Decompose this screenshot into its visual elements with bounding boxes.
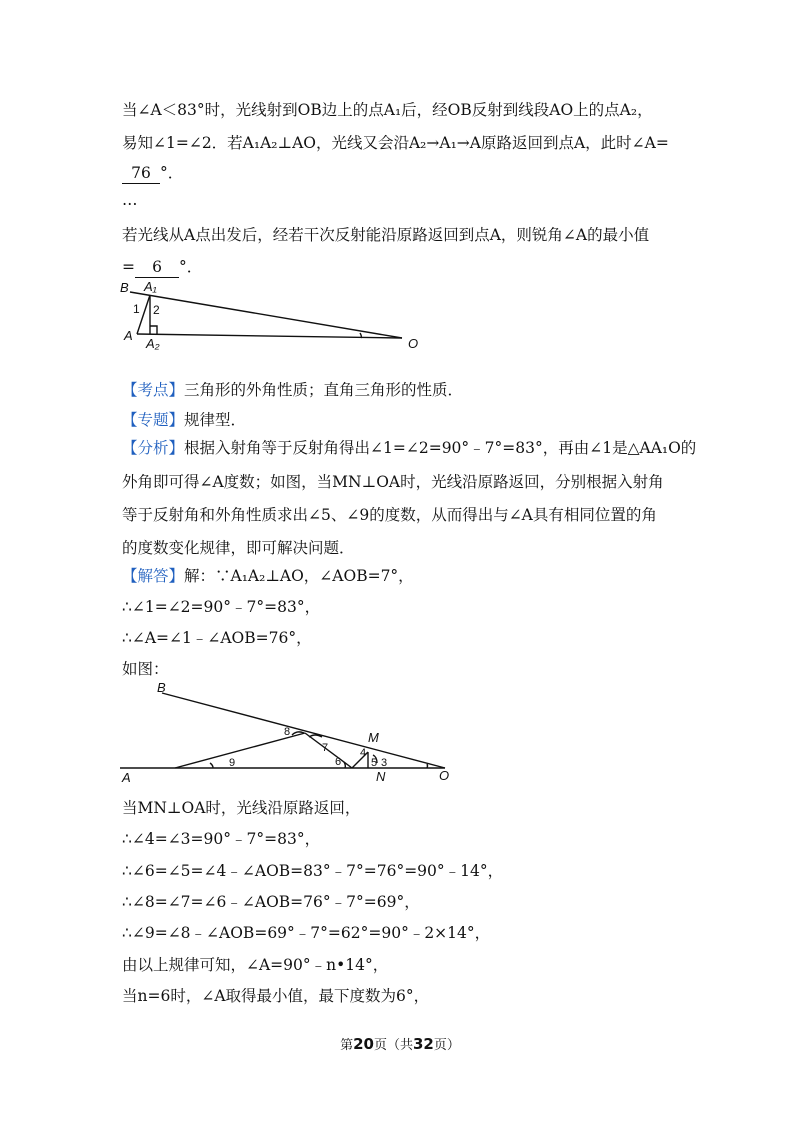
answer-blank-1: 76 <box>122 163 160 184</box>
fig1-label-a2: A₂ <box>146 336 160 351</box>
zhuanti-line <box>122 410 246 430</box>
fig2-path-1 <box>175 733 305 768</box>
fig2-angle9-label: 9 <box>229 757 236 769</box>
jieda-line-4: 如图： <box>122 660 169 678</box>
fig1-label-angle2: 2 <box>153 303 160 317</box>
fig2-label-b: B <box>157 680 166 695</box>
fig1-label-angle1: 1 <box>133 302 140 316</box>
kaodian-tag: 【考点】 <box>122 381 185 399</box>
ray-ao <box>137 334 402 338</box>
fenxi-line-4: 的度数变化规律，即可解决问题． <box>122 539 355 557</box>
footer-middle: 页（共 <box>373 1038 413 1053</box>
figure-2-diagram <box>112 680 462 784</box>
fig2-angle4-label: 4 <box>360 747 367 759</box>
solution-line-1: 当MN⊥OA时，光线沿原路返回， <box>122 799 361 817</box>
fig2-angle8-label: 8 <box>284 726 291 738</box>
fig2-angle7-label: 7 <box>322 742 329 754</box>
fig2-ray-bo <box>162 693 445 768</box>
fig2-angle5-label: 5 <box>371 757 378 769</box>
solution-line-4: ∴∠8=∠7=∠6﹣∠AOB=76°﹣7°=69°， <box>122 893 420 911</box>
problem-line-2: 易知∠1=∠2．若A₁A₂⊥AO，光线又会沿A₂→A₁→A原路返回到点A，此时∠A= <box>122 134 669 152</box>
figure-1-diagram <box>112 278 432 352</box>
jieda-line-1 <box>122 566 414 586</box>
kaodian-line <box>122 380 463 400</box>
fig2-label-n: N <box>376 769 386 784</box>
ellipsis: … <box>122 191 138 209</box>
fenxi-line-3: 等于反射角和外角性质求出∠5、∠9的度数，从而得出与∠A具有相同位置的角 <box>122 506 657 524</box>
fenxi-tag: 【分析】 <box>122 439 185 457</box>
fig2-angle-o-mark <box>427 764 428 768</box>
problem-line-6 <box>122 257 202 278</box>
jieda-line-2: ∴∠1=∠2=90°﹣7°=83°， <box>122 598 321 616</box>
solution-line-7: 当n=6时，∠A取得最小值，最下度数为6°， <box>122 987 430 1005</box>
fig2-label-a: A <box>122 770 131 784</box>
problem-line-3 <box>122 163 183 184</box>
solution-line-6: 由以上规律可知，∠A=90°﹣n•14°， <box>122 956 389 974</box>
footer-suffix: 页） <box>433 1038 460 1053</box>
answer-prefix-2: = <box>122 258 135 276</box>
page-footer <box>0 1034 800 1053</box>
right-angle-mark <box>150 326 157 334</box>
footer-page-number: 20 <box>353 1035 374 1053</box>
problem-line-1: 当∠A＜83°时，光线射到OB边上的点A₁后，经OB反射到线段AO上的点A₂， <box>122 101 653 119</box>
fig1-label-a: A <box>124 328 133 343</box>
answer-blank-2: 6 <box>135 257 179 278</box>
solution-line-5: ∴∠9=∠8﹣∠AOB=69°﹣7°=62°=90°﹣2×14°， <box>122 924 491 942</box>
problem-line-5: 若光线从A点出发后，经若干次反射能沿原路返回到点A，则锐角∠A的最小值 <box>122 226 650 244</box>
answer-suffix-1: °． <box>160 164 184 182</box>
solution-line-3: ∴∠6=∠5=∠4﹣∠AOB=83°﹣7°=76°=90°﹣14°， <box>122 862 504 880</box>
fig1-label-b: B <box>120 280 129 295</box>
fig2-angle3-label: 3 <box>381 757 388 769</box>
zhuanti-text: 规律型． <box>184 411 247 429</box>
fig1-label-o: O <box>408 336 419 351</box>
solution-line-2: ∴∠4=∠3=90°﹣7°=83°， <box>122 830 321 848</box>
kaodian-text: 三角形的外角性质；直角三角形的性质． <box>184 381 464 399</box>
fig1-label-a1: A₁ <box>144 279 157 294</box>
fenxi-text-1: 根据入射角等于反射角得出∠1=∠2=90°﹣7°=83°，再由∠1是△AA₁O的 <box>184 439 697 457</box>
jieda-text-1: 解：∵A₁A₂⊥AO，∠AOB=7°， <box>184 567 414 585</box>
answer-suffix-2: °． <box>179 258 203 276</box>
fig2-angle6-label: 6 <box>335 756 342 768</box>
jieda-line-3: ∴∠A=∠1﹣∠AOB=76°， <box>122 629 312 647</box>
zhuanti-tag: 【专题】 <box>122 411 185 429</box>
fig2-angle6-mark <box>344 762 345 768</box>
jieda-tag: 【解答】 <box>122 567 185 585</box>
footer-total-pages: 32 <box>413 1035 434 1053</box>
fig2-angle9-mark <box>210 763 213 768</box>
ray-ob <box>130 292 402 338</box>
fenxi-line-2: 外角即可得∠A度数；如图，当MN⊥OA时，光线沿原路返回，分别根据入射角 <box>122 473 664 491</box>
fig2-label-m: M <box>368 730 379 745</box>
fenxi-line-1 <box>122 438 696 458</box>
fig2-label-o: O <box>439 768 450 783</box>
footer-prefix: 第 <box>340 1038 354 1053</box>
